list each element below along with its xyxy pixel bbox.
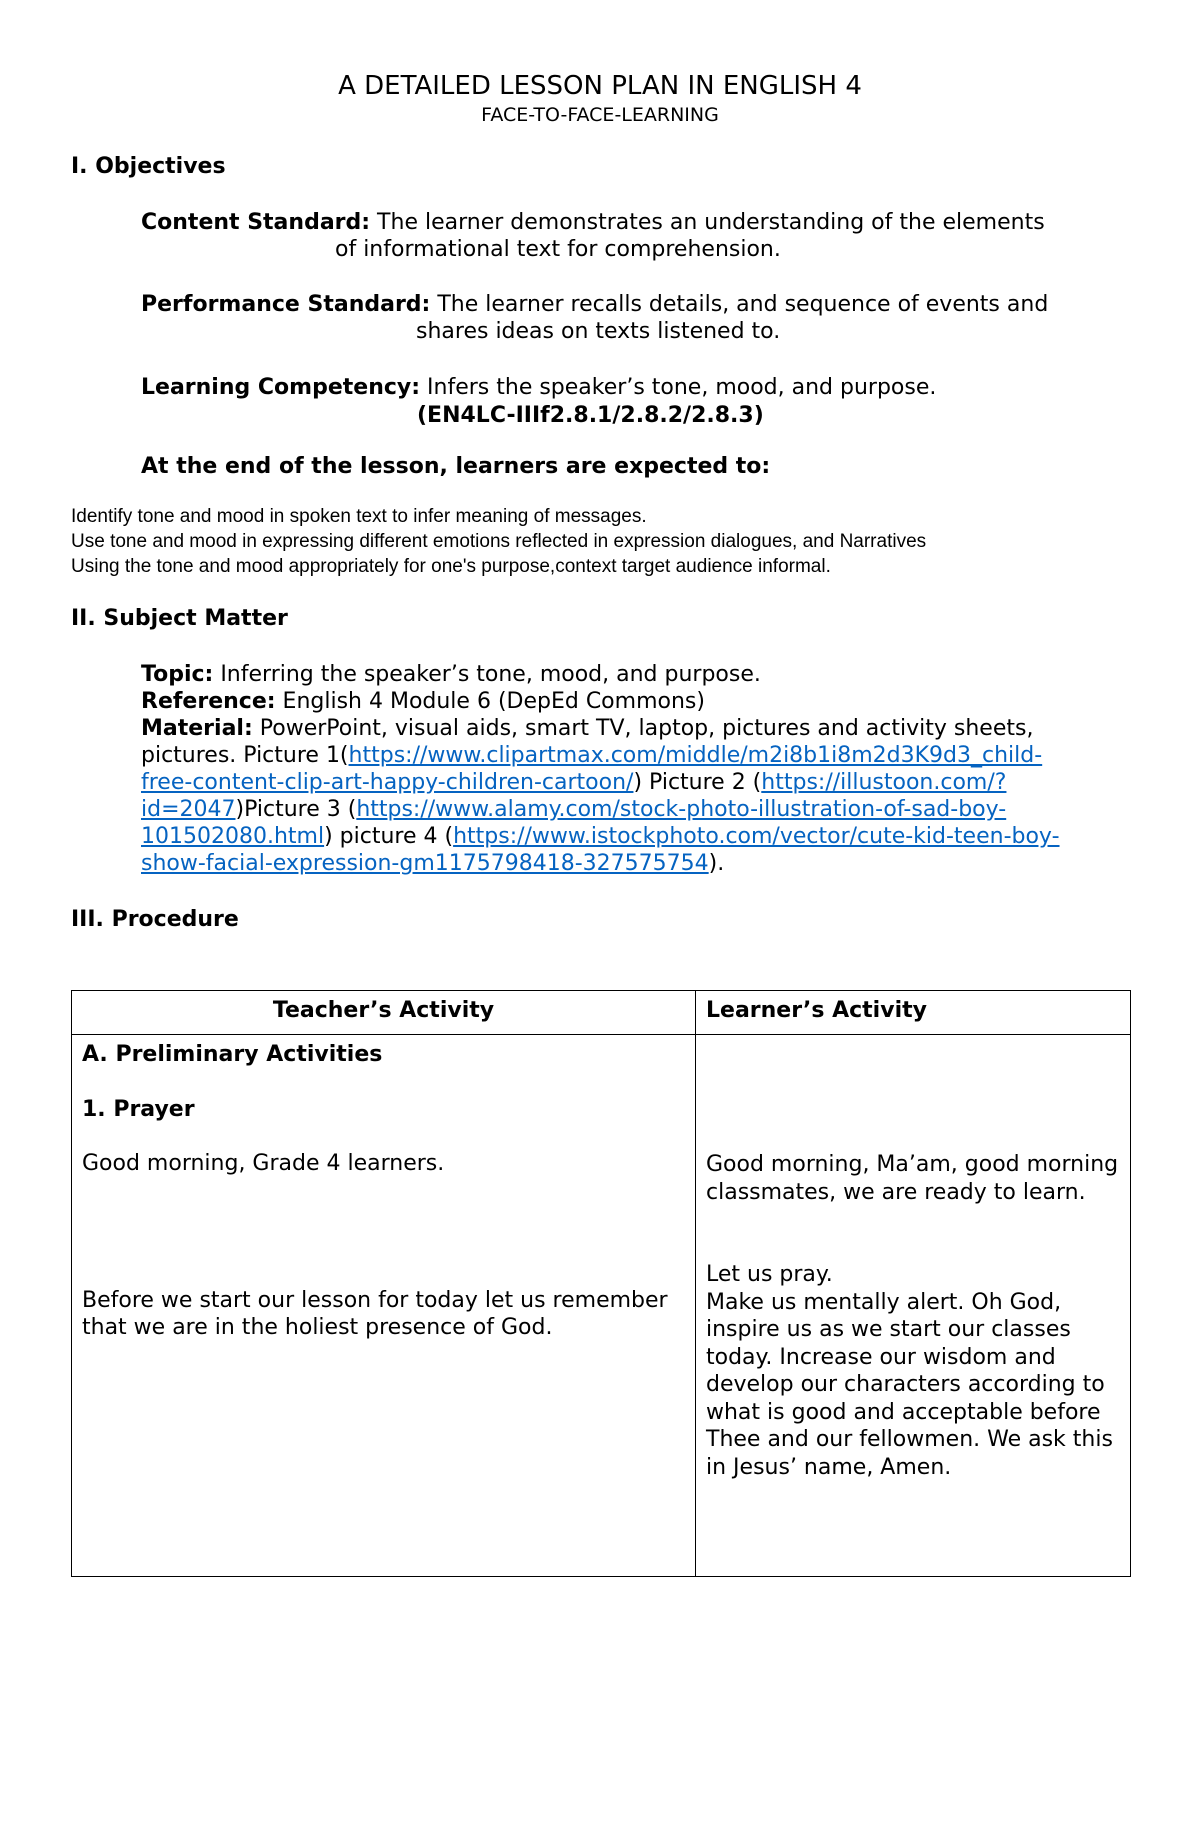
picture4-link[interactable]: https://www.istockphoto.com/vector/cute-kid-teen-boy- [453,824,1060,849]
subject-matter-heading: II. Subject Matter [71,606,288,631]
material-line-5 [141,823,1060,851]
reference-text: English 4 Module 6 (DepEd Commons) [275,689,705,714]
topic-label: Topic: [141,662,214,687]
material-label: Material: [141,716,253,741]
goal-item: Using the tone and mood appropriately for one's purpose,context target audience informal. [71,556,831,577]
end-of-lesson-heading: At the end of the lesson, learners are expected to: [141,454,771,479]
learning-competency-label: Learning Competency: [141,375,421,400]
picture2-prefix: ) Picture 2 ( [633,770,762,795]
learning-competency-text: Infers the speaker’s tone, mood, and purpose. [420,375,937,400]
material-line-4 [141,796,1006,824]
picture2-link[interactable]: https://illustoon.com/? [761,770,1007,795]
procedure-heading: III. Procedure [71,907,239,932]
goal-item: Identify tone and mood in spoken text to infer meaning of messages. [71,506,647,527]
reference-label: Reference: [141,689,276,714]
content-standard [141,209,1141,237]
learner-greeting: Good morning, Ma’am, good morning classmates, we are ready to learn. [706,1152,1119,1205]
document-subtitle: FACE-TO-FACE-LEARNING [481,104,719,126]
performance-standard-label: Performance Standard: [141,292,431,317]
learner-prayer-text: Make us mentally alert. Oh God, inspire us as we start our classes today. Increase our wisdom and develop our characters according to what is good and acceptable before Thee and our fellowmen. We ask this in Jesus’ name, Amen. [706,1289,1113,1480]
teacher-greeting: Good morning, Grade 4 learners. [82,1151,445,1176]
picture3-link-cont[interactable]: 101502080.html [141,824,325,849]
reference-line [141,688,705,716]
preliminary-activities-heading: A. Preliminary Activities [82,1042,383,1067]
goal-item: Use tone and mood in expressing different emotions reflected in expression dialogues, and Narratives [71,531,927,552]
picture4-prefix: ) picture 4 ( [324,824,454,849]
picture4-link-cont[interactable]: show-facial-expression-gm1175798418-327575754 [141,851,709,876]
learner-activity-header: Learner’s Activity [696,991,1131,1035]
teacher-prayer-intro: Before we start our lesson for today let us remember that we are in the holiest presence of God. [82,1287,668,1340]
material-line-3 [141,769,1006,797]
table-row [72,1035,1131,1577]
competency-code: (EN4LC-IIIf2.8.1/2.8.2/2.8.3) [417,403,764,428]
objectives-heading: I. Objectives [71,154,226,179]
learner-activity-cell [696,1035,1131,1577]
performance-standard-cont: shares ideas on texts listened to. [416,319,781,344]
content-standard-text: The learner demonstrates an understanding of the elements [370,210,1045,235]
prayer-heading: 1. Prayer [82,1096,195,1122]
procedure-table [71,990,1131,1577]
material-text: PowerPoint, visual aids, smart TV, laptop, pictures and activity sheets, [252,716,1034,741]
material-line [141,715,1141,743]
content-standard-cont: of informational text for comprehension. [335,237,781,262]
learner-prayer-start: Let us pray. [706,1262,833,1287]
material-line-2 [141,742,1042,770]
picture2-link-cont[interactable]: id=2047 [141,797,236,822]
picture1-link[interactable]: https://www.clipartmax.com/middle/m2i8b1i8m2d3K9d3_child- [348,743,1043,768]
material-picture1-prefix: pictures. Picture 1( [141,743,349,768]
material-end: ). [708,851,725,876]
picture3-link[interactable]: https://www.alamy.com/stock-photo-illustration-of-sad-boy- [356,797,1007,822]
topic-line [141,661,761,689]
teacher-activity-cell [72,1035,696,1577]
topic-text: Inferring the speaker’s tone, mood, and purpose. [213,662,761,687]
teacher-activity-header: Teacher’s Activity [72,991,696,1035]
material-line-6 [141,850,724,878]
picture1-link-cont[interactable]: free-content-clip-art-happy-children-cartoon/ [141,770,634,795]
performance-standard-text: The learner recalls details, and sequence of events and [430,292,1049,317]
content-standard-label: Content Standard: [141,210,371,235]
performance-standard [141,291,1141,319]
table-header-row [72,991,1131,1035]
picture3-prefix: )Picture 3 ( [235,797,357,822]
learning-competency [141,374,1141,402]
document-title: A DETAILED LESSON PLAN IN ENGLISH 4 [338,71,862,101]
